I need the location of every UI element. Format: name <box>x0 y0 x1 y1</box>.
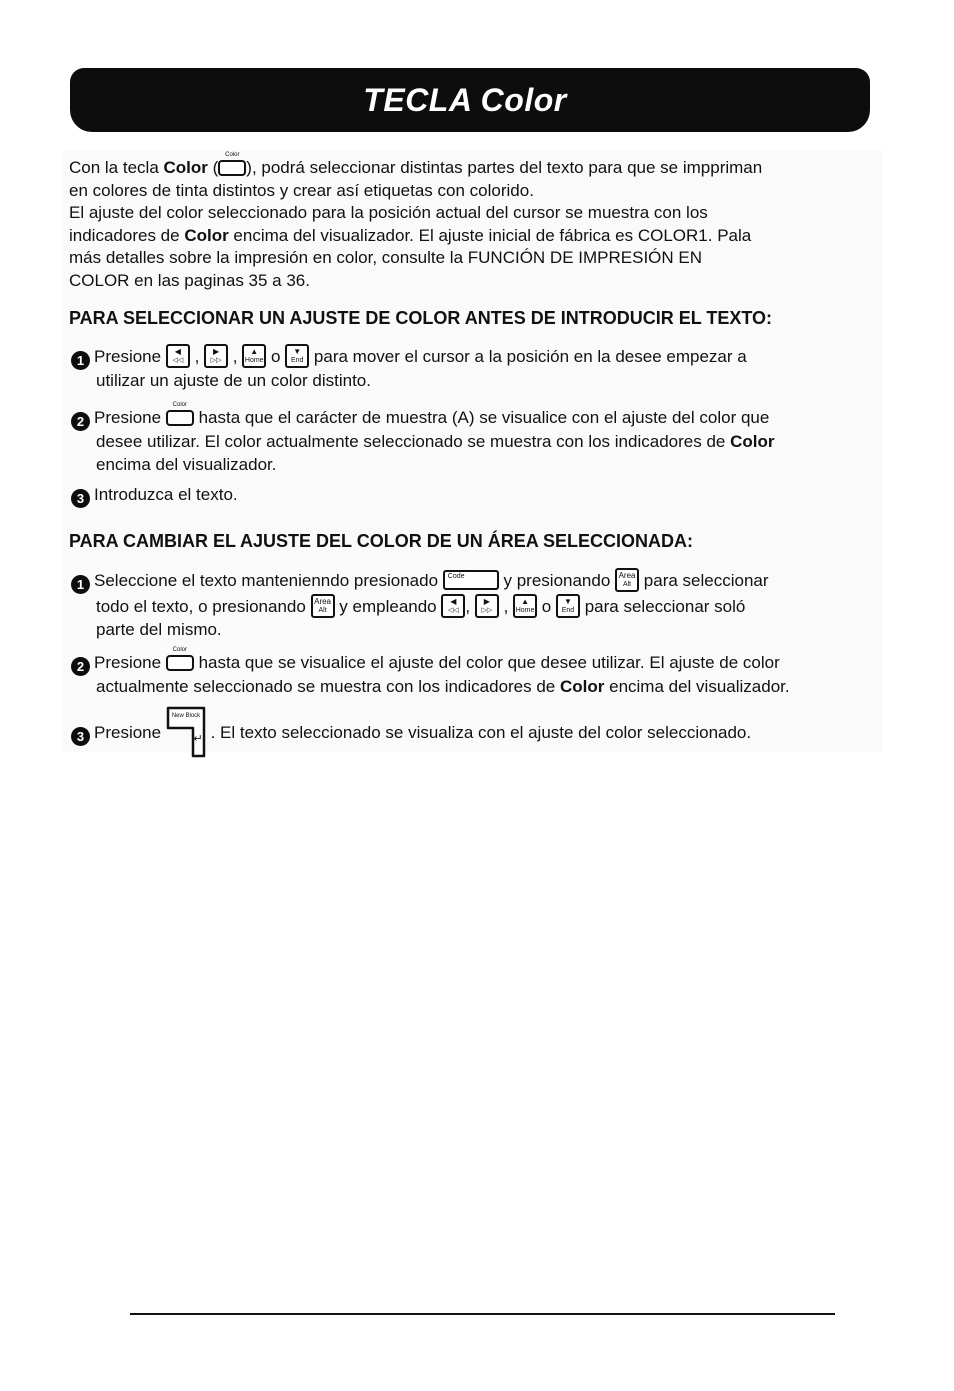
title-banner <box>70 68 870 132</box>
step-line: actualmente seleccionado se muestra con los indicadores de Color encima del visualizador. <box>96 677 790 696</box>
intro-line: El ajuste del color seleccionado para la posición actual del cursor se muestra con los <box>69 203 708 222</box>
area-alt-key-icon: Area Alt <box>615 568 639 592</box>
step-change-3 <box>71 706 876 758</box>
home-key-icon: ▲ Home <box>242 344 266 368</box>
left-arrow-key-icon: ◀ ◁◁ <box>441 594 465 618</box>
end-key-icon: ▼ End <box>556 594 580 618</box>
step-number-icon: 3 <box>71 489 90 508</box>
color-key-icon: Color <box>166 410 194 426</box>
step-number-icon: 2 <box>71 657 90 676</box>
intro-line: indicadores de Color encima del visualizador. El ajuste inicial de fábrica es COLOR1. Pala <box>69 225 752 245</box>
home-key-icon: ▲ Home <box>513 594 537 618</box>
step-change-1 <box>71 568 876 641</box>
footer-rule <box>130 1313 835 1315</box>
step-line: encima del visualizador. <box>96 454 277 474</box>
section-heading: PARA CAMBIAR EL AJUSTE DEL COLOR DE UN ÁREA SELECCIONADA: <box>69 531 694 551</box>
intro-line: COLOR en las paginas 35 a 36. <box>69 270 310 290</box>
step-select-3 <box>71 484 876 508</box>
step-line: 3 Presione New Block ↵ . El texto seleccionado se visualiza con el ajuste del color seleccionado. <box>71 706 876 758</box>
content-area <box>63 150 883 752</box>
step-line: 2 Presione Color hasta que se visualice el ajuste del color que desee utilizar. El ajuste de color <box>71 647 876 676</box>
step-select-2 <box>71 402 876 476</box>
step-line: utilizar un ajuste de un color distinto. <box>96 371 371 390</box>
step-line: 3 Introduzca el texto. <box>71 484 876 508</box>
end-key-icon: ▼ End <box>285 344 309 368</box>
svg-text:↵: ↵ <box>193 732 203 745</box>
right-arrow-key-icon: ▶ ▷▷ <box>475 594 499 618</box>
color-key-icon: Color <box>166 655 194 671</box>
step-number-icon: 2 <box>71 412 90 431</box>
intro-line: en colores de tinta distintos y crear así etiquetas con colorido. <box>69 180 534 200</box>
step-change-2 <box>71 647 876 699</box>
code-key-icon: Code <box>443 570 499 590</box>
new-block-enter-key-icon <box>166 706 206 758</box>
step-line: todo el texto, o presionando Area Alt y empleando ◀ ◁◁ , ▶ ▷▷ , ▲ Home o ▼ End para seleccionar soló <box>71 594 876 619</box>
intro-line: más detalles sobre la impresión en color, consulte la FUNCIÓN DE IMPRESIÓN EN <box>69 248 703 267</box>
area-alt-key-icon: Area Alt <box>311 594 335 618</box>
intro-paragraph <box>69 152 879 292</box>
step-line: desee utilizar. El color actualmente seleccionado se muestra con los indicadores de Color <box>96 432 775 451</box>
step-number-icon: 1 <box>71 351 90 370</box>
color-key-icon: Color <box>218 160 246 176</box>
step-line: 2 Presione Color hasta que el carácter de muestra (A) se visualice con el ajuste del color que <box>71 402 876 431</box>
step-select-1 <box>71 344 876 393</box>
right-arrow-key-icon: ▶ ▷▷ <box>204 344 228 368</box>
left-arrow-key-icon: ◀ ◁◁ <box>166 344 190 368</box>
step-line: 1 Presione ◀ ◁◁ , ▶ ▷▷ , ▲ Home o ▼ End para mover el cursor a la posición en la desee empezar a <box>71 344 876 370</box>
step-number-icon: 3 <box>71 727 90 746</box>
step-number-icon: 1 <box>71 575 90 594</box>
step-line: parte del mismo. <box>96 619 222 639</box>
section-heading: PARA SELECCIONAR UN AJUSTE DE COLOR ANTES DE INTRODUCIR EL TEXTO: <box>69 308 773 328</box>
svg-text:New Block: New Block <box>171 713 201 719</box>
step-line: 1 Seleccione el texto mantenienndo presionado Code y presionando Area Alt para seleccionar <box>71 568 876 594</box>
page-title: TECLA Color <box>363 81 567 118</box>
intro-line: Con la tecla Color ( Color ), podrá seleccionar distintas partes del texto para que se imppriman <box>69 152 763 177</box>
